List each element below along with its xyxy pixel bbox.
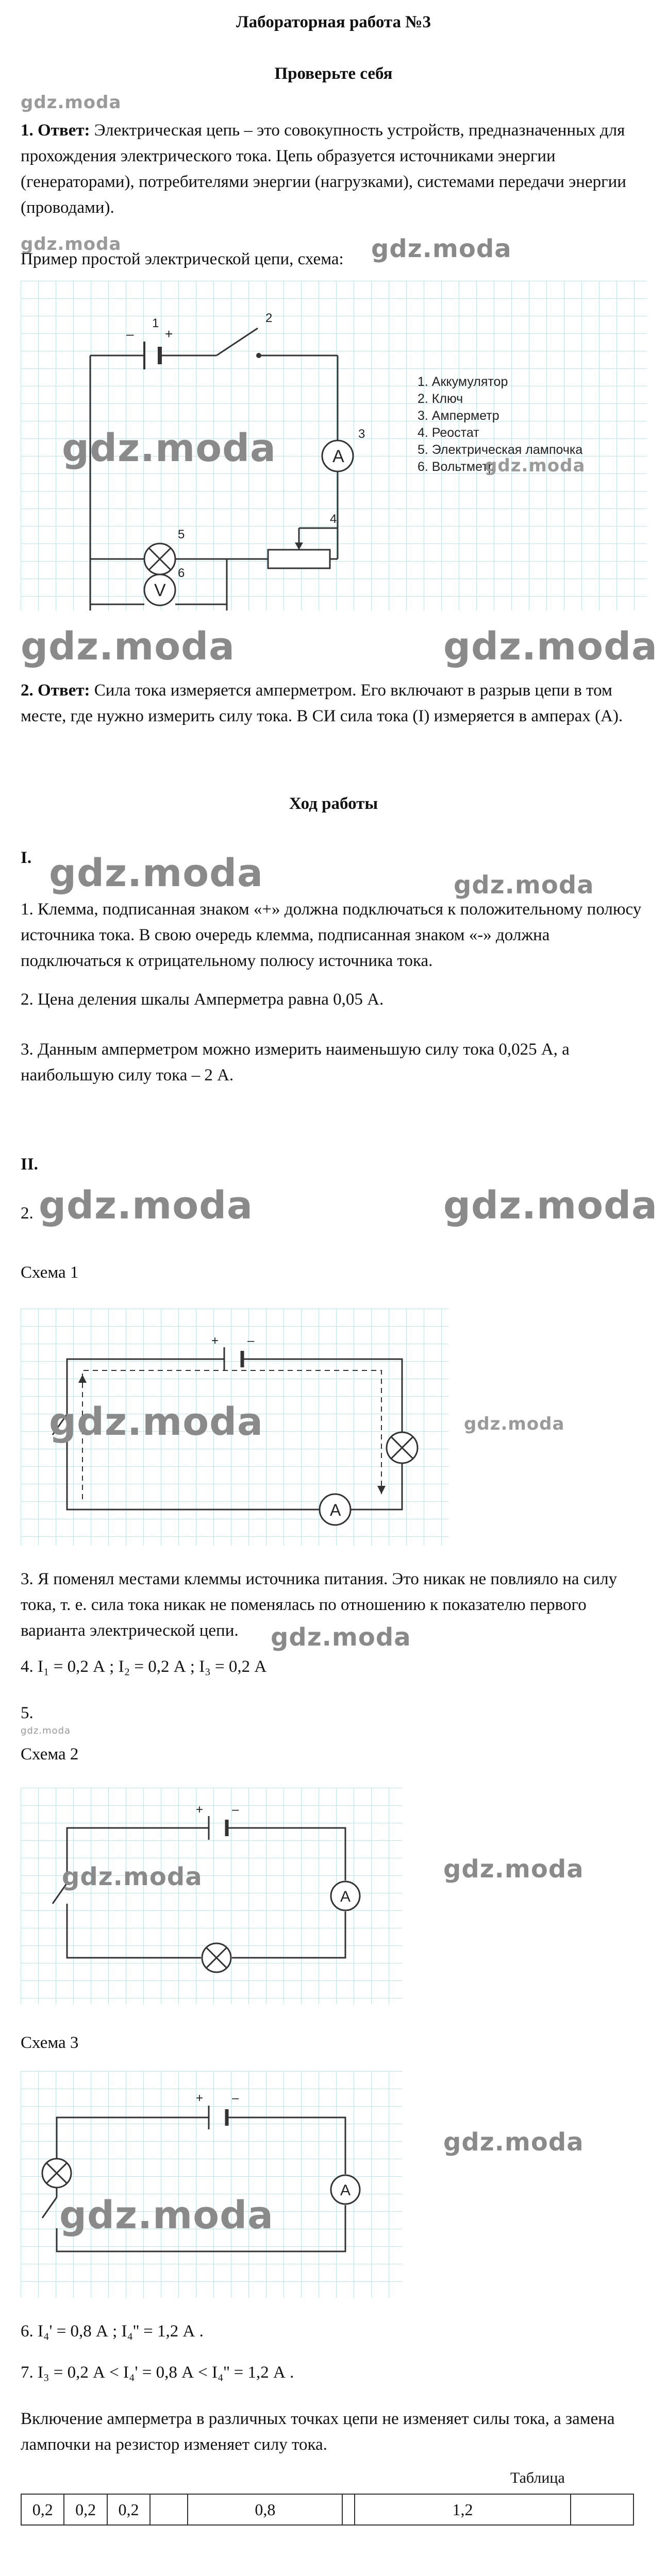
switch-contact — [256, 353, 261, 358]
legend-item: 5. Электрическая лампочка — [418, 443, 583, 457]
table-cell — [342, 2494, 355, 2525]
label-5: 5 — [178, 528, 185, 541]
label-4: 4 — [330, 512, 337, 526]
watermark: gdz.moda — [49, 1400, 263, 1444]
watermark: gdz.moda — [49, 851, 263, 895]
watermark: gdz.moda — [21, 624, 235, 669]
section1-paragraph-2: 2. Цена деления шкалы Амперметра равна 0,05 А. — [21, 990, 384, 1009]
watermark: gdz.moda — [371, 234, 512, 263]
ammeter-letter: A — [340, 1888, 351, 1905]
minus-sign: – — [247, 1334, 255, 1348]
section2-paragraph-6: 6. I₄' = 0,8 А ; I₄'' = 1,2 А . — [21, 2322, 204, 2341]
current-arrow — [78, 1375, 87, 1383]
scheme-caption: Схема 1 — [21, 1263, 79, 1282]
answer-number: 2. — [21, 681, 34, 700]
answer-number: 1. — [21, 121, 34, 140]
results-table — [21, 2494, 634, 2526]
scheme-3-diagram — [21, 2071, 402, 2298]
watermark: gdz.moda — [21, 92, 122, 113]
watermark: gdz.moda — [271, 1623, 411, 1652]
current-arrow — [377, 1486, 386, 1494]
answer-text: Сила тока измеряется амперметром. Его включают в разрыв цепи в том месте, где нужно измерить силу тока. В СИ сила тока (I) измеряется в амперах (А). — [21, 681, 623, 725]
legend-item: 1. Аккумулятор — [418, 375, 508, 389]
plus-sign: + — [211, 1334, 219, 1348]
watermark: gdz.moda — [62, 1862, 203, 1891]
watermark: gdz.moda — [39, 1183, 253, 1228]
table-cell: 0,2 — [107, 2494, 150, 2525]
voltmeter-letter: V — [154, 581, 166, 600]
scheme-caption: Схема 3 — [21, 2033, 79, 2052]
rheostat-arrow — [295, 543, 303, 550]
example-caption: Пример простой электрической цепи, схема: — [21, 250, 344, 268]
page-title: Лабораторная работа №3 — [236, 13, 431, 31]
minus-sign: – — [232, 2091, 239, 2105]
section2-paragraph-4: 4. I₁ = 0,2 А ; I₂ = 0,2 А ; I₃ = 0,2 А — [21, 1657, 267, 1676]
legend-item: 6. Вольтметр — [418, 460, 495, 474]
scheme-2-diagram — [21, 1788, 402, 2004]
label-6: 6 — [178, 566, 185, 580]
section1-paragraph-3: 3. Данным амперметром можно измерить наименьшую силу тока 0,025 А, а наибольшую силу тока – 2 А. — [21, 1040, 570, 1084]
item-number: 2. — [21, 1204, 34, 1223]
answer-text: Электрическая цепь – это совокупность устройств, предназначенных для прохождения электрического тока. Цепь образуется источниками энергии (генераторами), потребителями энергии (нагрузками), системами передачи энергии (проводами). — [21, 121, 626, 217]
watermark: gdz.moda — [59, 2193, 274, 2238]
check-heading: Проверьте себя — [274, 64, 393, 83]
table-cell: 0,2 — [64, 2494, 107, 2525]
label-3: 3 — [358, 427, 365, 441]
plus-sign: + — [196, 2091, 204, 2105]
legend-item: 2. Ключ — [418, 392, 463, 406]
circuit-diagram — [21, 281, 647, 611]
table-caption: Таблица — [510, 2469, 565, 2486]
watermark: gdz.moda — [62, 426, 276, 470]
ammeter-letter: A — [330, 1501, 341, 1519]
minus-sign: – — [232, 1803, 239, 1817]
legend-item: 3. Амперметр — [418, 409, 499, 423]
answer-label: Ответ: — [38, 681, 90, 700]
table-cell — [150, 2494, 188, 2525]
label-1: 1 — [152, 316, 159, 330]
watermark: gdz.moda — [454, 871, 594, 900]
watermark: gdz.moda — [443, 1183, 658, 1228]
work-heading: Ход работы — [289, 794, 378, 813]
scheme-2-schematic — [21, 1788, 402, 2004]
watermark: gdz.moda — [464, 1414, 565, 1434]
minus-sign: – — [126, 326, 134, 342]
watermark: gdz.moda — [443, 624, 658, 669]
scheme-caption: Схема 2 — [21, 1745, 79, 1764]
section-roman: II. — [21, 1155, 38, 1174]
ammeter-letter: A — [332, 447, 344, 466]
table-cell: 0,2 — [21, 2494, 64, 2525]
scheme-1-diagram — [21, 1309, 448, 1546]
scheme-3-schematic — [21, 2071, 402, 2298]
switch-symbol — [42, 2197, 57, 2218]
watermark: gdz.moda — [443, 1855, 584, 1884]
plus-sign: + — [196, 1803, 204, 1817]
answer-1 — [21, 117, 644, 221]
section1-paragraph-1: 1. Клемма, подписанная знаком «+» должна подключаться к положительному полюсу источника тока. В свою очередь клемма, подписанная знаком «-» должна подключаться к отрицательному полюсу источника тока. — [21, 900, 642, 970]
plus-sign: + — [165, 326, 173, 342]
table-cell: 0,8 — [188, 2494, 342, 2525]
watermark: gdz.moda — [21, 234, 122, 255]
watermark: gdz.moda — [443, 2128, 584, 2157]
table-cell: 1,2 — [355, 2494, 571, 2525]
answer-label: Ответ: — [38, 121, 90, 140]
ammeter-letter: A — [340, 2182, 351, 2199]
legend-item: 4. Реостат — [418, 426, 479, 440]
section-roman: I. — [21, 849, 32, 867]
table-cell — [571, 2494, 633, 2525]
watermark: gdz.moda — [21, 1725, 71, 1736]
label-2: 2 — [265, 311, 273, 325]
item-number: 5. — [21, 1704, 34, 1722]
answer-2 — [21, 677, 644, 729]
section2-paragraph-3: 3. Я поменял местами клеммы источника питания. Это никак не повлияло на силу тока, т. е. сила тока никак не поменялась по отношению к показателю первого варианта электрической цепи. — [21, 1570, 618, 1640]
section2-paragraph-7: 7. I₃ = 0,2 А < I₄' = 0,8 А < I₄'' = 1,2 А . — [21, 2363, 294, 2382]
watermark: gdz.moda — [485, 455, 586, 476]
section2-conclusion: Включение амперметра в различных точках цепи не изменяет силы тока, а замена лампочки на резистор изменяет силу тока. — [21, 2410, 615, 2454]
rheostat-symbol — [268, 550, 330, 568]
table-row — [21, 2494, 633, 2525]
